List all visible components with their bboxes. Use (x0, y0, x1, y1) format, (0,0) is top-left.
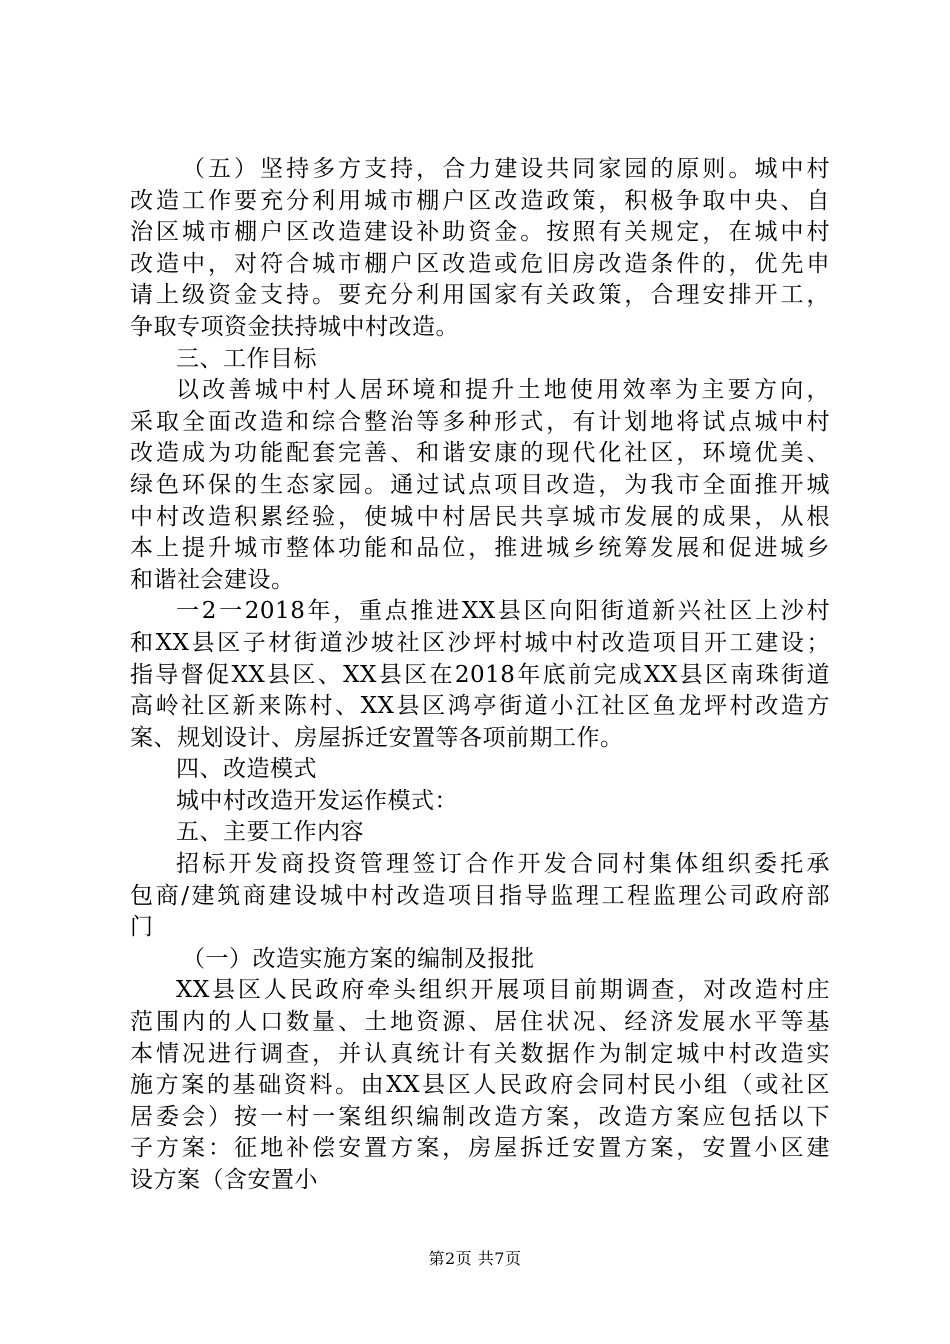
paragraph-line: 施方案的基础资料。由XX县区人民政府会同村民小组（或社区 (130, 1072, 830, 1099)
paragraph-line: 改造成为功能配套完善、和谐安康的现代化社区，环境优美、 (130, 440, 830, 467)
subsection-heading: （一）改造实施方案的编制及报批 (182, 945, 535, 972)
paragraph-line: 本情况进行调查，并认真统计有关数据作为制定城中村改造实 (130, 1040, 830, 1067)
paragraph-line: 设方案（含安置小 (130, 1167, 318, 1193)
paragraph-line: 范围内的人口数量、土地资源、居住状况、经济发展水平等基 (130, 1009, 830, 1036)
paragraph-line: 本上提升城市整体功能和品位，推进城乡统筹发展和促进城乡 (130, 535, 830, 562)
paragraph-line: 一2一2018年，重点推进XX县区向阳街道新兴社区上沙村 (176, 598, 830, 625)
paragraph-line: 指导督促XX县区、XX县区在2018年底前完成XX县区南珠街道 (130, 661, 830, 688)
paragraph-line: 招标开发商投资管理签订合作开发合同村集体组织委托承 (176, 851, 830, 878)
paragraph-line: 改造中，对符合城市棚户区改造或危旧房改造条件的，优先申 (130, 250, 830, 277)
paragraph-line: 包商/建筑商建设城中村改造项目指导监理工程监理公司政府部 (130, 882, 830, 909)
paragraph-line: 以改善城中村人居环境和提升土地使用效率为主要方向， (176, 377, 830, 404)
paragraph-line: 争取专项资金扶持城中村改造。 (130, 313, 459, 340)
paragraph-line: 城中村改造开发运作模式： (176, 787, 458, 814)
section-heading: 四、改造模式 (176, 756, 317, 783)
paragraph-line: 治区城市棚户区改造建设补助资金。按照有关规定，在城中村 (130, 219, 830, 246)
paragraph-line: 请上级资金支持。要充分利用国家有关政策，合理安排开工， (130, 282, 830, 309)
paragraph-line: 改造工作要充分利用城市棚户区改造政策，积极争取中央、自 (130, 187, 830, 214)
paragraph-line: XX县区人民政府牵头组织开展项目前期调查，对改造村庄 (176, 977, 830, 1004)
paragraph-line: 采取全面改造和综合整治等多种形式，有计划地将试点城中村 (130, 408, 830, 435)
paragraph-line: 高岭社区新来陈村、XX县区鸿亭街道小江社区鱼龙坪村改造方 (130, 693, 830, 720)
paragraph-line: （五）坚持多方支持，合力建设共同家园的原则。城中村 (182, 156, 830, 182)
paragraph-line: 子方案：征地补偿安置方案，房屋拆迁安置方案，安置小区建 (130, 1135, 830, 1162)
paragraph-line: 绿色环保的生态家园。通过试点项目改造，为我市全面推开城 (130, 471, 830, 498)
section-heading: 三、工作目标 (176, 345, 317, 372)
paragraph-line: 居委会）按一村一案组织编制改造方案，改造方案应包括以下 (130, 1103, 830, 1130)
paragraph-line: 门 (130, 914, 154, 941)
paragraph-line: 和谐社会建设。 (130, 566, 295, 593)
paragraph-line: 和XX县区子材街道沙坡社区沙坪村城中村改造项目开工建设； (130, 629, 830, 656)
paragraph-line: 案、规划设计、房屋拆迁安置等各项前期工作。 (130, 724, 624, 751)
paragraph-line: 中村改造积累经验，使城中村居民共享城市发展的成果，从根 (130, 503, 830, 530)
document-body (130, 154, 830, 1197)
section-heading: 五、主要工作内容 (176, 819, 364, 846)
page-footer: 第2页 共7页 (428, 1249, 522, 1268)
